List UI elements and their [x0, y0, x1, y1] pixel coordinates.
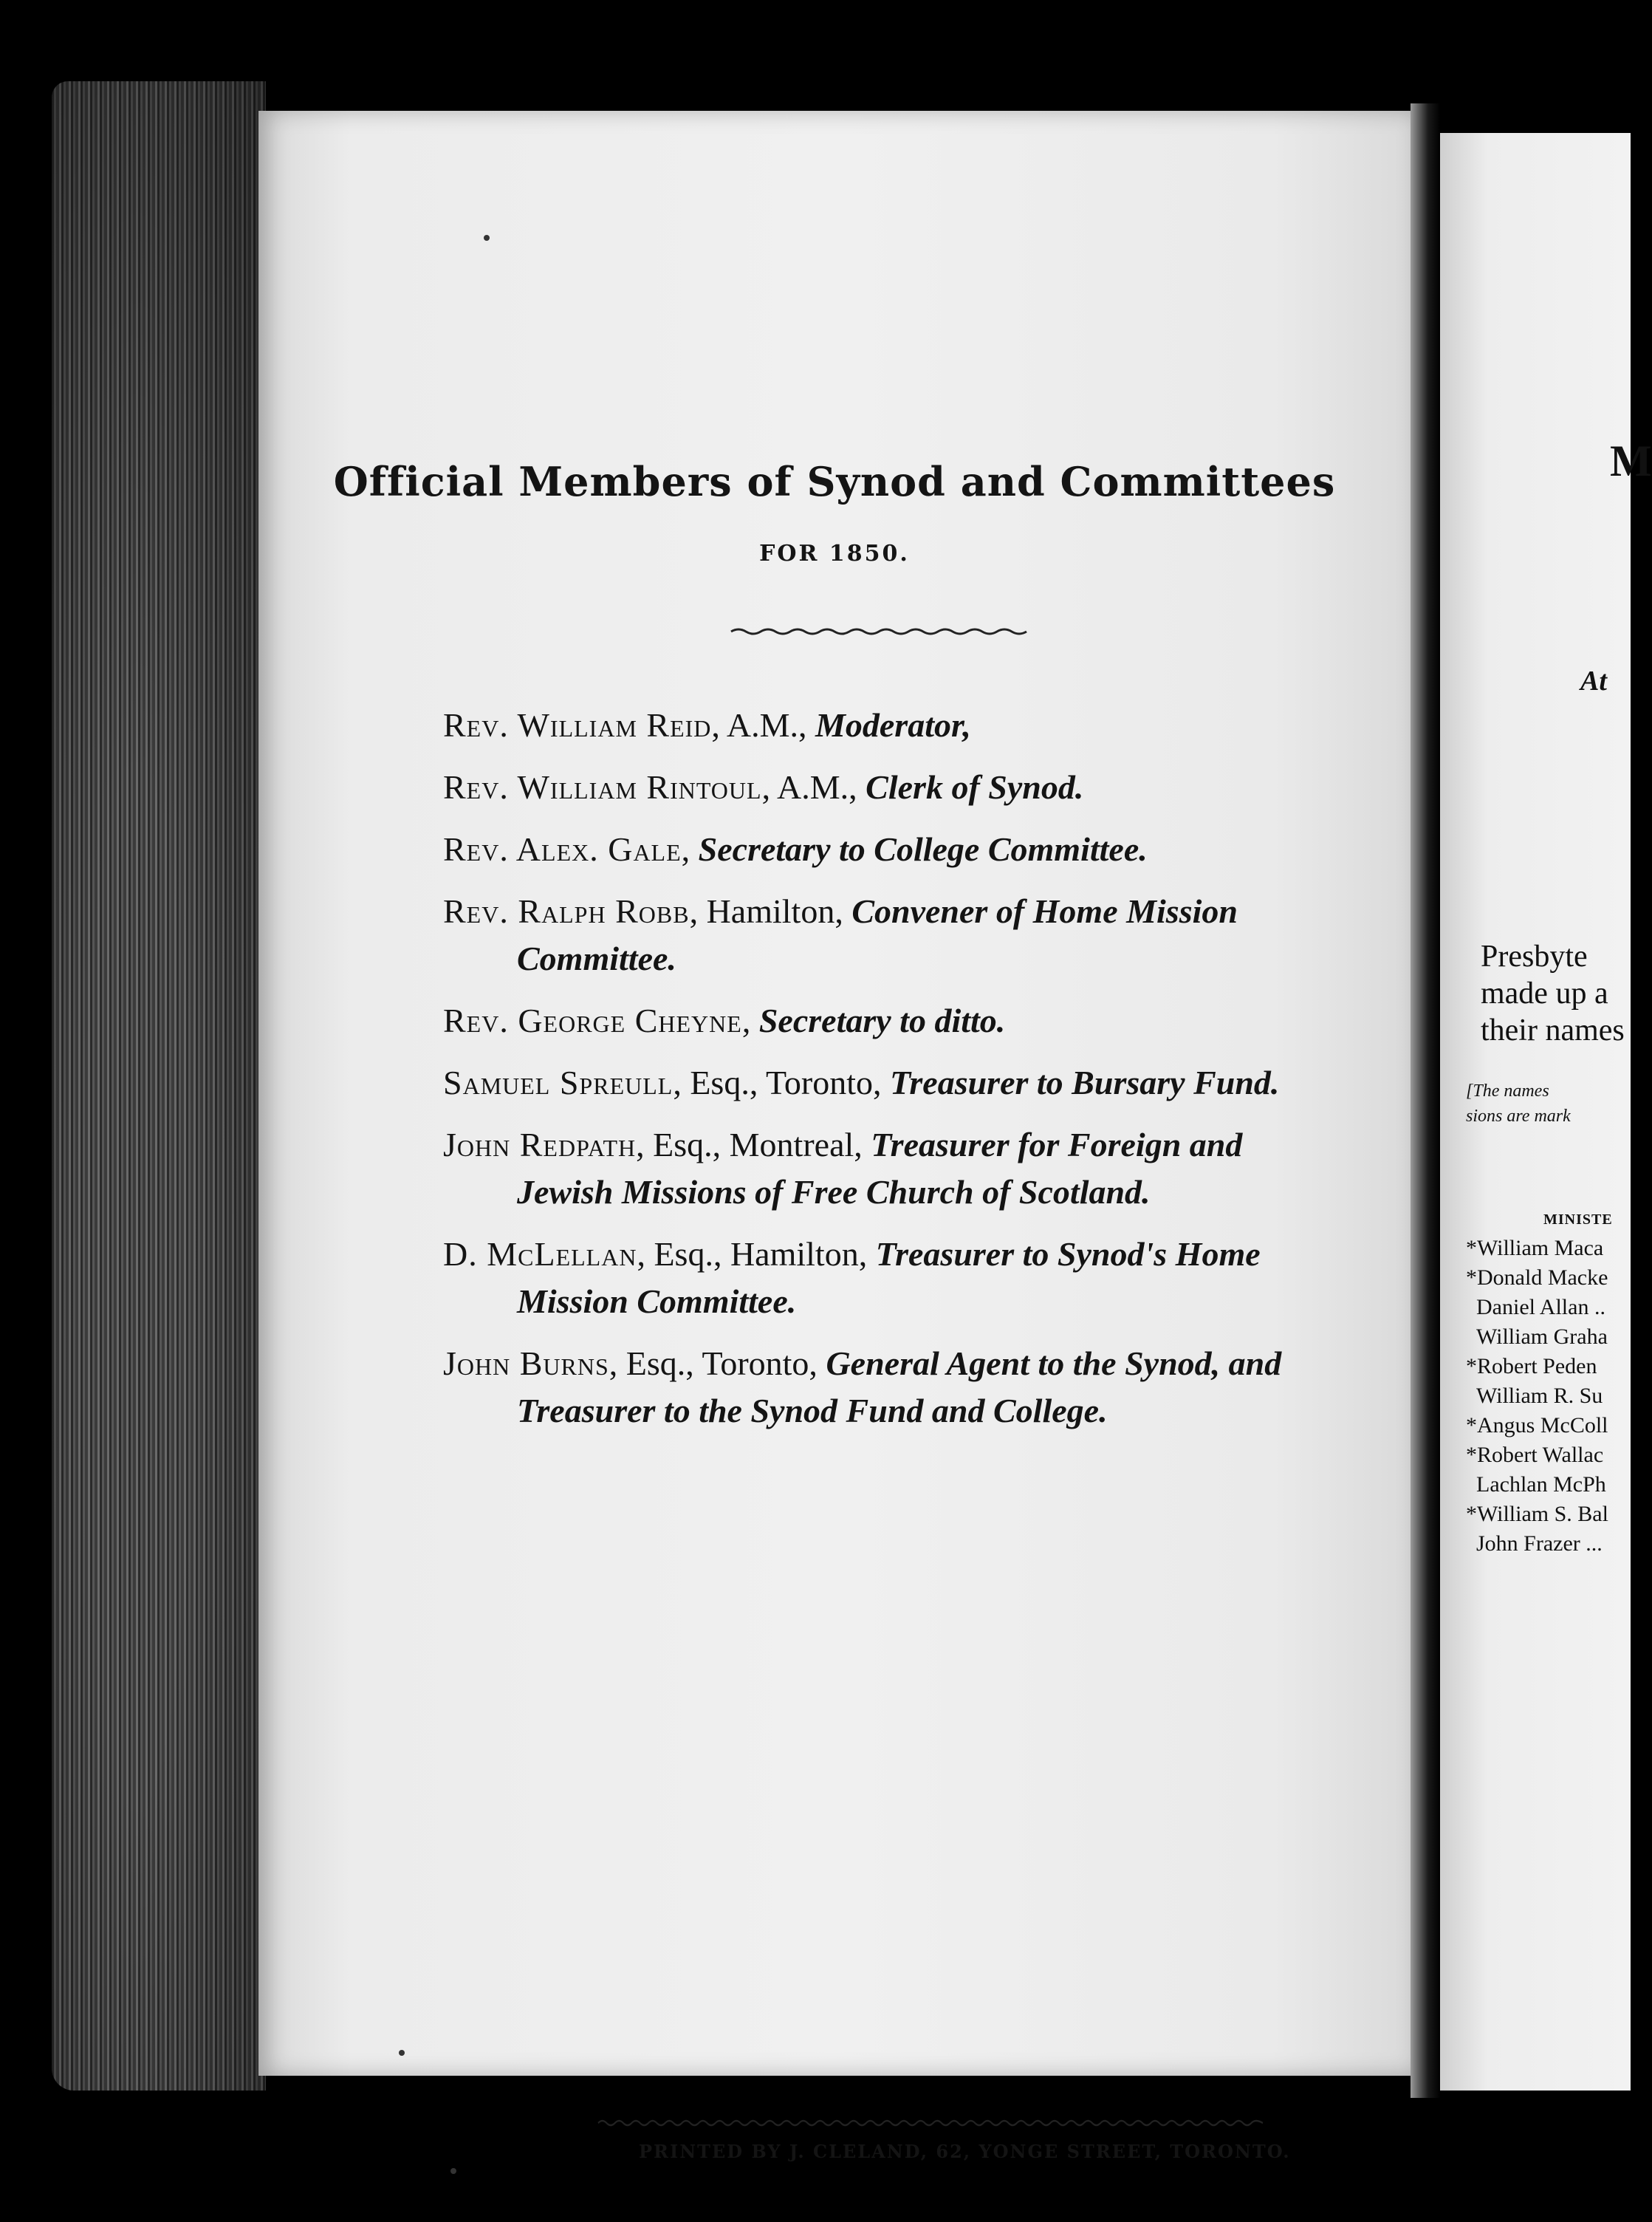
member-office: Treasurer to Synod's Home — [875, 1235, 1261, 1273]
book-gutter — [1411, 103, 1440, 2098]
member-name: D. McLellan — [443, 1235, 637, 1273]
facing-note-line: sions are mark — [1466, 1107, 1571, 1126]
left-page — [258, 111, 1411, 2076]
member-office: Secretary to ditto. — [758, 1002, 1006, 1039]
member-name: Rev. William Reid — [443, 706, 712, 744]
member-detail: , — [681, 830, 699, 868]
facing-line: their names — [1481, 1013, 1625, 1047]
facing-page-at: At — [1580, 666, 1607, 697]
ornamental-rule — [731, 624, 1026, 639]
member-office: Clerk of Synod. — [866, 768, 1084, 806]
member-entry — [443, 702, 1374, 749]
member-detail: , Esq., Montreal, — [636, 1126, 871, 1163]
list-item: *Angus McColl — [1466, 1413, 1608, 1438]
member-detail: , Esq., Toronto, — [673, 1064, 890, 1101]
page-subtitle: FOR 1850. — [759, 541, 910, 567]
members-list — [443, 702, 1374, 1449]
member-entry — [443, 764, 1374, 811]
member-entry — [443, 888, 1374, 982]
facing-line: Presbyte — [1481, 940, 1588, 974]
member-entry — [443, 1059, 1374, 1107]
member-detail: , Esq., Hamilton, — [637, 1235, 876, 1273]
list-item: Lachlan McPh — [1476, 1472, 1606, 1497]
facing-note-line: [The names — [1466, 1081, 1549, 1101]
list-item: *William S. Bal — [1466, 1502, 1608, 1526]
print-speck — [450, 2168, 456, 2174]
list-item: *Donald Macke — [1466, 1265, 1608, 1290]
member-detail: , A.M., — [761, 768, 866, 806]
member-entry — [443, 826, 1374, 873]
list-item: *Robert Wallac — [1466, 1443, 1604, 1467]
book-edge — [52, 81, 266, 2091]
member-name: Rev. William Rintoul — [443, 768, 762, 806]
facing-line: made up a — [1481, 977, 1608, 1011]
member-name: Samuel Spreull — [443, 1064, 674, 1101]
facing-page-list — [1466, 1234, 1608, 1559]
member-detail: , Hamilton, — [689, 892, 852, 930]
facing-page-heading: MINISTE — [1543, 1211, 1613, 1228]
member-office-continued: Committee. — [517, 940, 676, 977]
list-item: William R. Su — [1476, 1384, 1603, 1408]
member-office-continued: Treasurer to the Synod Fund and College. — [517, 1392, 1108, 1429]
footer-rule — [598, 2116, 1263, 2130]
list-item: William Graha — [1476, 1324, 1608, 1349]
member-office-continued: Jewish Missions of Free Church of Scotland. — [517, 1173, 1151, 1211]
member-office-continued: Mission Committee. — [517, 1282, 797, 1320]
list-item: *Robert Peden — [1466, 1354, 1597, 1378]
member-entry — [443, 1340, 1374, 1435]
facing-page-note — [1466, 1078, 1571, 1129]
member-name: John Redpath — [443, 1126, 637, 1163]
print-speck — [399, 2050, 405, 2056]
member-office: Treasurer for Foreign and — [871, 1126, 1243, 1163]
member-detail: , A.M., — [711, 706, 815, 744]
facing-page-paragraph — [1481, 938, 1625, 1049]
list-item: John Frazer ... — [1476, 1531, 1603, 1556]
member-office: Treasurer to Bursary Fund. — [889, 1064, 1280, 1101]
facing-page-letter: M — [1610, 437, 1652, 485]
imprint: PRINTED BY J. CLELAND, 62, YONGE STREET, TORONTO. — [639, 2141, 1291, 2162]
member-detail: , Esq., Toronto, — [609, 1344, 826, 1382]
member-entry — [443, 1121, 1374, 1216]
member-name: John Burns — [443, 1344, 609, 1382]
print-speck — [484, 235, 490, 241]
member-name: Rev. Alex. Gale — [443, 830, 682, 868]
member-entry — [443, 1231, 1374, 1325]
member-office: Moderator, — [815, 706, 971, 744]
list-item: Daniel Allan .. — [1476, 1295, 1605, 1319]
member-detail: , — [741, 1002, 759, 1039]
member-name: Rev. George Cheyne — [443, 1002, 742, 1039]
page-title: Official Members of Synod and Committees — [333, 458, 1336, 505]
member-name: Rev. Ralph Robb — [443, 892, 690, 930]
member-office: Secretary to College Committee. — [698, 830, 1148, 868]
list-item: *William Maca — [1466, 1236, 1604, 1260]
member-office: Convener of Home Mission — [851, 892, 1238, 930]
member-entry — [443, 997, 1374, 1045]
member-office: General Agent to the Synod, and — [826, 1344, 1282, 1382]
